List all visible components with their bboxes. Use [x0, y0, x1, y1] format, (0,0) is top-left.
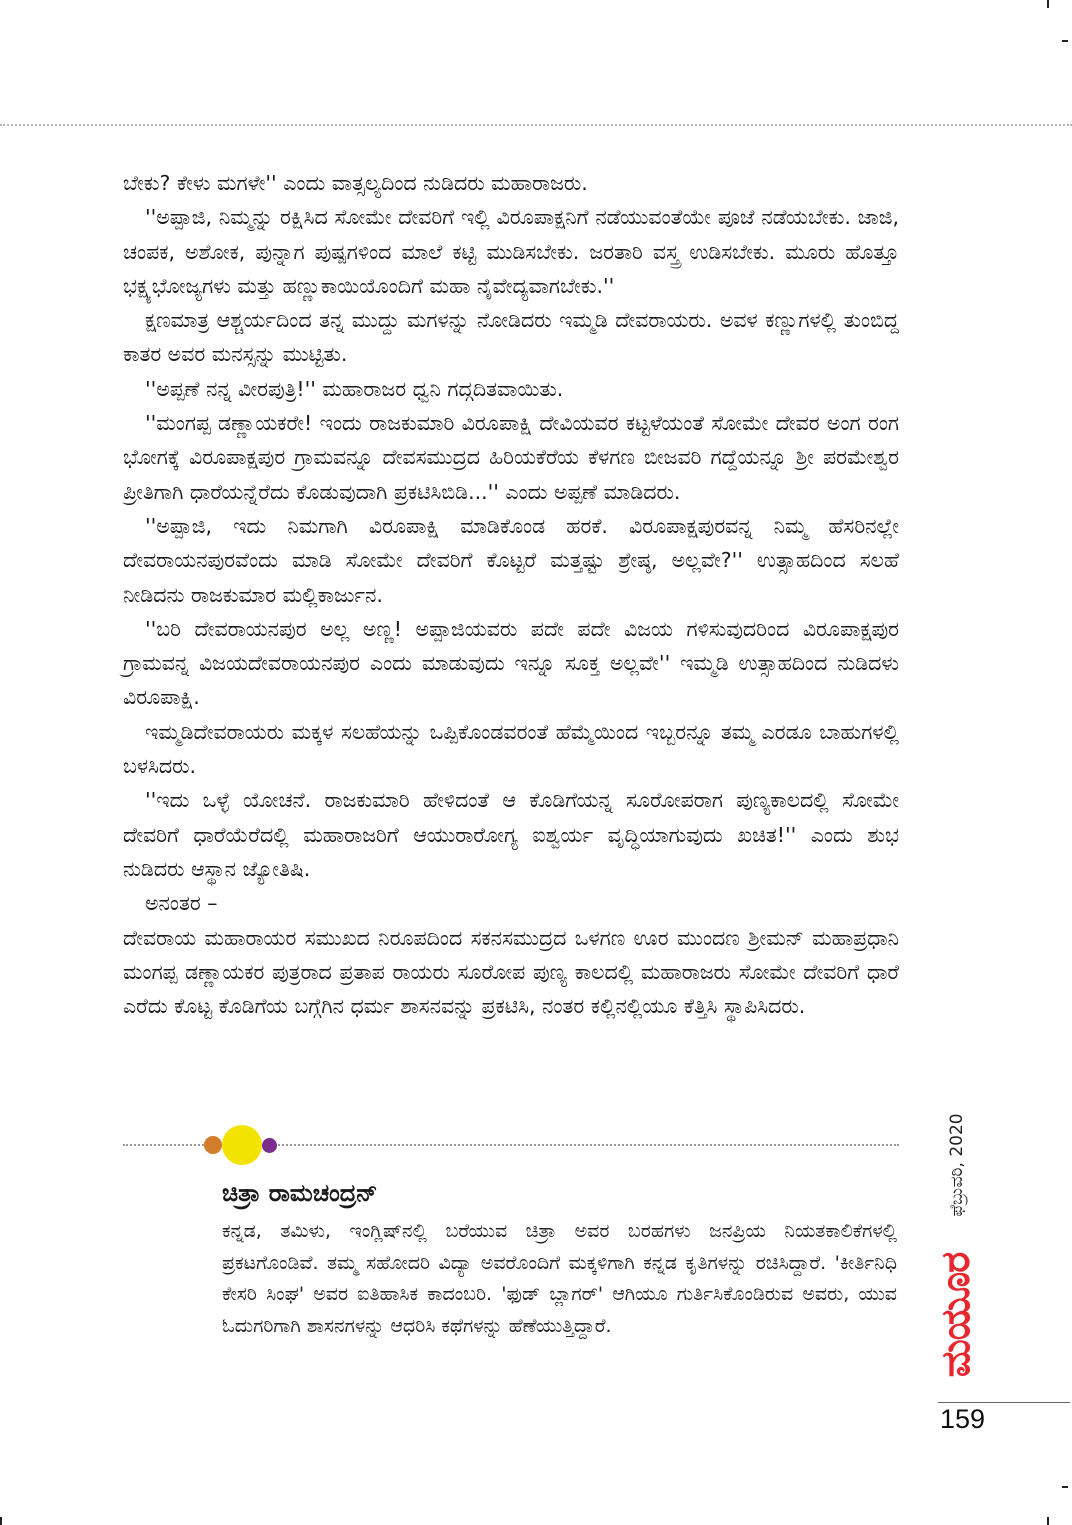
story-body: [123, 166, 899, 1023]
author-name: ಚಿತ್ರಾ ರಾಮಚಂದ್ರನ್: [222, 1179, 378, 1207]
page-number-rule: [938, 1402, 1070, 1403]
crop-mark-bottom: [1047, 1517, 1049, 1525]
magazine-logo: ಮಯೂರ: [933, 1252, 979, 1378]
story-paragraph: ''ಮಂಗಪ್ಪ ಡಣ್ಣಾಯಕರೇ! ಇಂದು ರಾಜಕುಮಾರಿ ವಿರೂಪಾಕ್ಷಿ ದೇವಿಯವರ ಕಟ್ಟಳೆಯಂತೆ ಸೋಮೇ ದೇವರ ಅಂಗ ರಂಗ ಭೋಗಕ್ಕೆ ವಿರೂಪಾಕ್ಷಪುರ ಗ್ರಾಮವನ್ನೂ ದೇವಸಮುದ್ರದ ಹಿರಿಯಕೆರೆಯ ಕೆಳಗಣ ಬೀಜವರಿ ಗದ್ದೆಯನ್ನೂ ಶ್ರೀ ಪರಮೇಶ್ವರ ಪ್ರೀತಿಗಾಗಿ ಧಾರೆಯನ್ನೆರೆದು ಕೊಡುವುದಾಗಿ ಪ್ರಕಟಿಸಿಬಿಡಿ...'' ಎಂದು ಅಪ್ಪಣೆ ಮಾಡಿದರು.: [123, 411, 899, 504]
page-number: 159: [940, 1404, 986, 1434]
story-paragraph: ''ಅಪ್ಪಾಜಿ, ನಿಮ್ಮನ್ನು ರಕ್ಷಿಸಿದ ಸೋಮೇ ದೇವರಿಗೆ ಇಲ್ಲಿ ವಿರೂಪಾಕ್ಷನಿಗೆ ನಡೆಯುವಂತೆಯೇ ಪೂಜೆ ನಡೆಯಬೇಕು. ಜಾಜಿ, ಚಂಪಕ, ಅಶೋಕ, ಪುನ್ನಾಗ ಪುಷ್ಪಗಳಿಂದ ಮಾಲೆ ಕಟ್ಟಿ ಮುಡಿಸಬೇಕು. ಜರತಾರಿ ವಸ್ತ್ರ ಉಡಿಸಬೇಕು. ಮೂರು ಹೊತ್ತೂ ಭಕ್ಷ್ಯಭೋಜ್ಯಗಳು ಮತ್ತು ಹಣ್ಣುಕಾಯಿಯೊಂದಿಗೆ ಮಹಾ ನೈವೇದ್ಯವಾಗಬೇಕು.'': [123, 205, 899, 298]
story-paragraph: ಬೇಕು? ಕೇಳು ಮಗಳೇ'' ಎಂದು ವಾತ್ಸಲ್ಯದಿಂದ ನುಡಿದರು ಮಹಾರಾಜರು.: [123, 171, 588, 195]
issue-date: ಫೆಬ್ರುವರಿ, 2020: [947, 1113, 967, 1217]
story-paragraph: ''ಅಪ್ಪಣೆ ನನ್ನ ವೀರಪುತ್ರಿ!'' ಮಹಾರಾಜರ ಧ್ವನಿ ಗದ್ಗದಿತವಾಯಿತು.: [145, 376, 564, 401]
crop-mark-top: [1047, 0, 1049, 8]
purple-dot-ornament: [262, 1138, 277, 1153]
top-dotted-rule: [0, 124, 1072, 126]
crop-mark-right-top: [1062, 40, 1068, 42]
author-bio: ಕನ್ನಡ, ತಮಿಳು, ಇಂಗ್ಲಿಷ್‌ನಲ್ಲಿ ಬರೆಯುವ ಚಿತ್ರಾ ಅವರ ಬರಹಗಳು ಜನಪ್ರಿಯ ನಿಯತಕಾಲಿಕೆಗಳಲ್ಲಿ ಪ್ರಕಟಗೊಂಡಿವೆ. ತಮ್ಮ ಸಹೋದರಿ ವಿದ್ಯಾ ಅವರೊಂದಿಗೆ ಮಕ್ಕಳಿಗಾಗಿ ಕನ್ನಡ ಕೃತಿಗಳನ್ನು ರಚಿಸಿದ್ದಾರೆ. 'ಕೀರ್ತಿನಿಧಿ ಕೇಸರಿ ಸಿಂಘ' ಅವರ ಐತಿಹಾಸಿಕ ಕಾದಂಬರಿ. 'ಫುಡ್ ಬ್ಲಾಗರ್' ಆಗಿಯೂ ಗುರ್ತಿಸಿಕೊಂಡಿರುವ ಅವರು, ಯುವ ಓದುಗರಿಗಾಗಿ ಶಾಸನಗಳನ್ನು ಆಧರಿಸಿ ಕಥೆಗಳನ್ನು ಹೆಣೆಯುತ್ತಿದ್ದಾರೆ.: [222, 1220, 897, 1337]
story-paragraph: ''ಬರಿ ದೇವರಾಯನಪುರ ಅಲ್ಲ ಅಣ್ಣ! ಅಪ್ಪಾಜಿಯವರು ಪದೇ ಪದೇ ವಿಜಯ ಗಳಿಸುವುದರಿಂದ ವಿರೂಪಾಕ್ಷಪುರ ಗ್ರಾಮವನ್ನ ವಿಜಯದೇವರಾಯನಪುರ ಎಂದು ಮಾಡುವುದು ಇನ್ನೂ ಸೂಕ್ತ ಅಲ್ಲವೇ'' ಇಮ್ಮಡಿ ಉತ್ಸಾಹದಿಂದ ನುಡಿದಳು ವಿರೂಪಾಕ್ಷಿ.: [123, 616, 899, 710]
story-paragraph: ಇಮ್ಮಡಿದೇವರಾಯರು ಮಕ್ಕಳ ಸಲಹೆಯನ್ನು ಒಪ್ಪಿಕೊಂಡವರಂತೆ ಹೆಮ್ಮೆಯಿಂದ ಇಬ್ಬರನ್ನೂ ತಮ್ಮ ಎರಡೂ ಬಾಹುಗಳಲ್ಲಿ ಬಳಸಿದರು.: [123, 719, 899, 779]
story-paragraph: ''ಇದು ಒಳ್ಳೆ ಯೋಚನೆ. ರಾಜಕುಮಾರಿ ಹೇಳಿದಂತೆ ಆ ಕೊಡಿಗೆಯನ್ನ ಸೂರೋಪರಾಗ ಪುಣ್ಯಕಾಲದಲ್ಲಿ ಸೋಮೇ ದೇವರಿಗೆ ಧಾರೆಯೆರೆದಲ್ಲಿ ಮಹಾರಾಜರಿಗೆ ಆಯುರಾರೋಗ್ಯ ಐಶ್ವರ್ಯ ವೃದ್ಧಿಯಾಗುವುದು ಖಚಿತ!'' ಎಂದು ಶುಭ ನುಡಿದರು ಆಸ್ಥಾನ ಜ್ಯೋತಿಷಿ.: [123, 788, 899, 881]
story-paragraph: ಕ್ಷಣಮಾತ್ರ ಆಶ್ಚರ್ಯದಿಂದ ತನ್ನ ಮುದ್ದು ಮಗಳನ್ನು ನೋಡಿದರು ಇಮ್ಮಡಿ ದೇವರಾಯರು. ಅವಳ ಕಣ್ಣುಗಳಲ್ಲಿ ತುಂಬಿದ್ದ ಕಾತರ ಅವರ ಮನಸ್ಸನ್ನು ಮುಟ್ಟಿತು.: [123, 308, 899, 367]
story-paragraph: ಅನಂತರ –: [145, 891, 218, 916]
yellow-dot-ornament: [222, 1125, 262, 1165]
orange-dot-ornament: [204, 1136, 222, 1154]
crop-mark-left-bottom: [0, 1517, 2, 1525]
story-paragraph: ದೇವರಾಯ ಮಹಾರಾಯರ ಸಮುಖದ ನಿರೂಪದಿಂದ ಸಕನಸಮುದ್ರದ ಒಳಗಣ ಊರ ಮುಂದಣ ಶ್ರೀಮನ್ ಮಹಾಪ್ರಧಾನಿ ಮಂಗಪ್ಪ ಡಣ್ಣಾಯಕರ ಪುತ್ರರಾದ ಪ್ರತಾಪ ರಾಯರು ಸೂರೋಪ ಪುಣ್ಯ ಕಾಲದಲ್ಲಿ ಮಹಾರಾಜರು ಸೋಮೇ ದೇವರಿಗೆ ಧಾರೆ ಎರೆದು ಕೊಟ್ಟ ಕೊಡಿಗೆಯ ಬಗ್ಗೆಗಿನ ಧರ್ಮ ಶಾಸನವನ್ನು ಪ್ರಕಟಿಸಿ, ನಂತರ ಕಲ್ಲಿನಲ್ಲಿಯೂ ಕೆತ್ತಿಸಿ ಸ್ಥಾಪಿಸಿದರು.: [123, 925, 899, 1019]
story-paragraph: ''ಅಪ್ಪಾಜಿ, ಇದು ನಿಮಗಾಗಿ ವಿರೂಪಾಕ್ಷಿ ಮಾಡಿಕೊಂಡ ಹರಕೆ. ವಿರೂಪಾಕ್ಷಪುರವನ್ನ ನಿಮ್ಮ ಹೆಸರಿನಲ್ಲೇ ದೇವರಾಯನಪುರವೆಂದು ಮಾಡಿ ಸೋಮೇ ದೇವರಿಗೆ ಕೊಟ್ಟರೆ ಮತ್ತಷ್ಟು ಶ್ರೇಷ್ಠ, ಅಲ್ಲವೇ?'' ಉತ್ಸಾಹದಿಂದ ಸಲಹೆ ನೀಡಿದನು ರಾಜಕುಮಾರ ಮಲ್ಲಿಕಾರ್ಜುನ.: [123, 513, 899, 607]
crop-mark-right-bottom: [1062, 1486, 1068, 1488]
